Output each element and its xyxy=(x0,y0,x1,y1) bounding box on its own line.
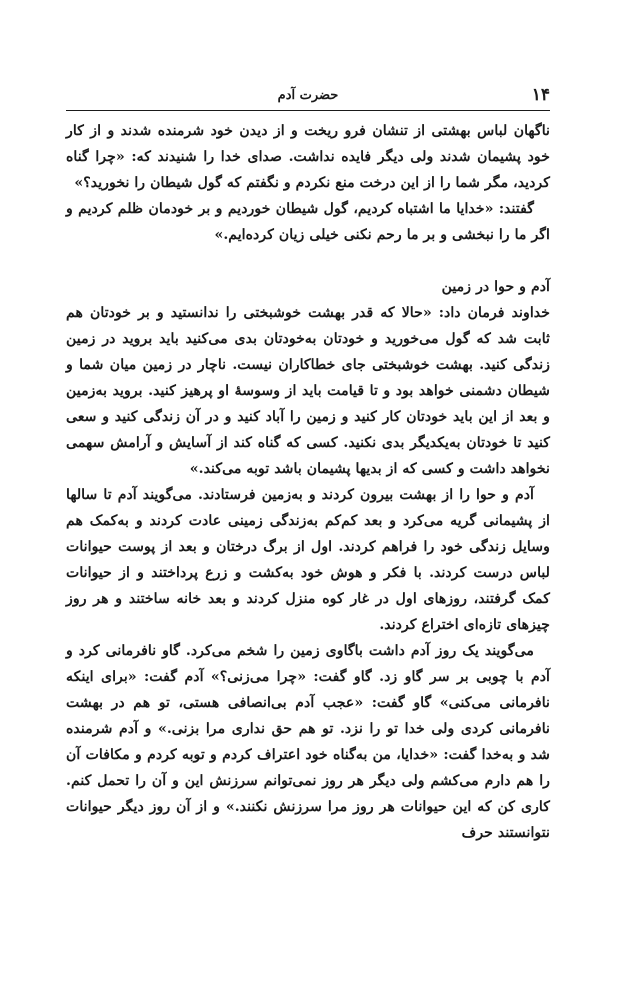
page-number: ۱۴ xyxy=(531,85,550,105)
page-header xyxy=(66,84,550,108)
paragraph-2: گفتند: «خدایا ما اشتباه کردیم، گول شیطان خوردیم و بر خودمان ظلم کردیم و اگر ما را نبخشی و بر ما رحم نکنی خیلی زیان کرده‌ایم.» xyxy=(66,201,550,243)
paragraph-1: ناگهان لباس بهشتی از تنشان فرو ریخت و از دیدن خود شرمنده شدند و از کار خود پشیمان شدند ولی دیگر فایده نداشت. صدای خدا را شنیدند که: «چرا گناه کردید، مگر شما را از این درخت منع نکردم و نگفتم که گول شیطان را نخورید؟» xyxy=(66,123,550,191)
running-title: حضرت آدم xyxy=(277,88,339,103)
paragraph-5: می‌گویند یک روز آدم داشت باگاوی زمین را شخم می‌کرد. گاو نافرمانی کرد و آدم با چوبی بر سر گاو زد. گاو گفت: «چرا می‌زنی؟» آدم گفت: «برای اینکه نافرمانی می‌کنی» گاو گفت: «عجب آدم بی‌انصافی هستی، تو هم در بهشت نافرمانی کردی ولی خدا تو را نزد. تو هم حق نداری مرا بزنی.» و آدم شرمنده شد و به‌خدا گفت: «خدایا، من به‌گناه خود اعتراف کردم و توبه کردم و مکافات آن را هم دارم می‌کشم ولی دیگر هر روز نمی‌توانم سرزنش این و آن را تحمل کنم. کاری کن که این حیوانات هر روز مرا سرزنش نکنند.» و از آن روز دیگر حیوانات نتوانستند حرف xyxy=(66,643,550,841)
paragraph-4: آدم و حوا را از بهشت بیرون کردند و به‌زمین فرستادند. می‌گویند آدم تا سالها از پشیمانی گریه می‌کرد و بعد کم‌کم به‌زندگی زمینی عادت کردند و به‌کمک هم وسایل زندگی خود را فراهم کردند. اول از برگ درختان و بعد از پوست حیوانات لباس درست کردند. با فکر و هوش خود به‌کشت و زرع پرداختند و از حیوانات کمک گرفتند، روزهای اول در غار کوه منزل کردند و بعد خانه ساختند و هر روز چیزهای تازه‌ای اختراع کردند. xyxy=(66,487,550,633)
header-rule xyxy=(66,110,550,111)
body-text xyxy=(66,118,550,846)
paragraph-3: خداوند فرمان داد: «حالا که قدر بهشت خوشبختی را ندانستید و بر خودتان هم ثابت شد که گول می‌خورید و خودتان به‌خودتان بدی می‌کنید باید بروید در زمین زندگی کنید. بهشت خوشبختی جای خطاکاران نیست. ناچار در زمین میان شما و شیطان دشمنی خواهد بود و تا قیامت باید از وسوسهٔ او پرهیز کنید. بروید به‌زمین و بعد از این باید خودتان کار کنید و زمین را آباد کنید و در آن زندگی کنید و سعی کنید تا خودتان به‌یکدیگر بدی نکنید. کسی که گناه کند از آسایش و آرامش سهمی نخواهد داشت و کسی که از بدیها پشیمان باشد توبه می‌کند.» xyxy=(66,305,550,477)
section-heading: آدم و حوا در زمین xyxy=(441,279,550,295)
section-spacer xyxy=(66,248,550,274)
